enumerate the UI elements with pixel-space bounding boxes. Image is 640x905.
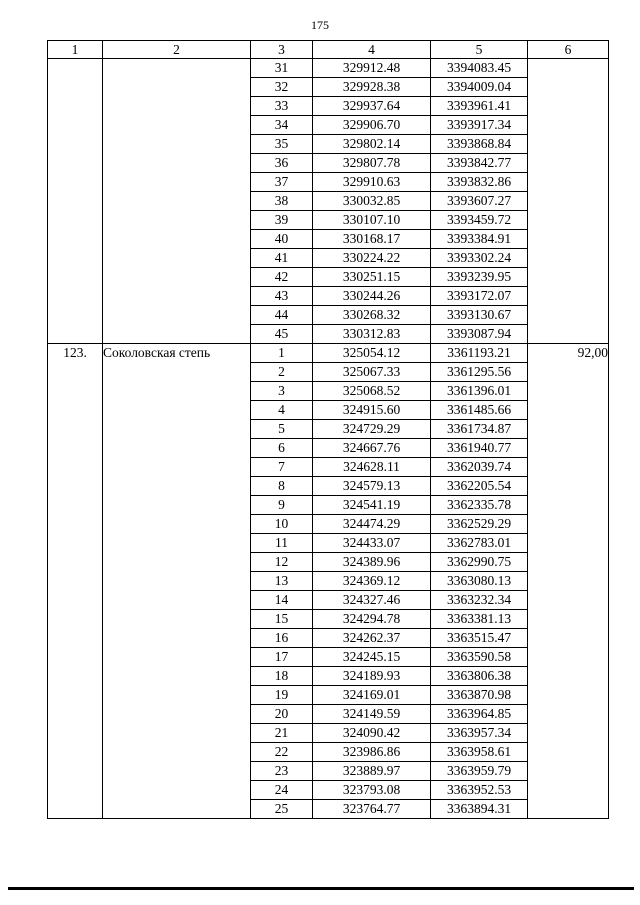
coordinate-y: 3393961.41 — [431, 97, 528, 116]
coordinate-x: 324389.96 — [313, 553, 431, 572]
point-number: 13 — [251, 572, 313, 591]
coordinate-y: 3361396.01 — [431, 382, 528, 401]
point-number: 21 — [251, 724, 313, 743]
coordinate-x: 324541.19 — [313, 496, 431, 515]
coordinate-y: 3393868.84 — [431, 135, 528, 154]
coordinate-y: 3363080.13 — [431, 572, 528, 591]
coordinate-y: 3393172.07 — [431, 287, 528, 306]
point-number: 14 — [251, 591, 313, 610]
coordinate-x: 324369.12 — [313, 572, 431, 591]
coordinate-y: 3394009.04 — [431, 78, 528, 97]
coordinate-x: 325068.52 — [313, 382, 431, 401]
coordinate-y: 3363894.31 — [431, 800, 528, 819]
coordinate-y: 3363515.47 — [431, 629, 528, 648]
point-number: 43 — [251, 287, 313, 306]
coordinate-y: 3361734.87 — [431, 420, 528, 439]
coordinate-x: 324474.29 — [313, 515, 431, 534]
point-number: 40 — [251, 230, 313, 249]
coordinate-x: 330244.26 — [313, 287, 431, 306]
coordinate-y: 3363957.34 — [431, 724, 528, 743]
coordinate-x: 324149.59 — [313, 705, 431, 724]
coordinate-x: 324327.46 — [313, 591, 431, 610]
coordinate-y: 3363959.79 — [431, 762, 528, 781]
point-number: 31 — [251, 59, 313, 78]
header-col-1: 1 — [48, 41, 103, 59]
coordinate-y: 3393384.91 — [431, 230, 528, 249]
coordinate-x: 323764.77 — [313, 800, 431, 819]
coordinate-y: 3363232.34 — [431, 591, 528, 610]
section-name: Соколовская степь — [103, 344, 251, 819]
coordinate-x: 324294.78 — [313, 610, 431, 629]
coordinate-y: 3363958.61 — [431, 743, 528, 762]
point-number: 41 — [251, 249, 313, 268]
header-col-4: 4 — [313, 41, 431, 59]
point-number: 18 — [251, 667, 313, 686]
coordinate-x: 330168.17 — [313, 230, 431, 249]
coordinate-y: 3363590.58 — [431, 648, 528, 667]
coordinate-y: 3393459.72 — [431, 211, 528, 230]
point-number: 44 — [251, 306, 313, 325]
continued-index-cell — [48, 59, 103, 344]
coordinate-y: 3363806.38 — [431, 667, 528, 686]
point-number: 9 — [251, 496, 313, 515]
coordinate-x: 325067.33 — [313, 363, 431, 382]
coordinate-y: 3393607.27 — [431, 192, 528, 211]
page-number: 175 — [311, 18, 329, 32]
coordinate-x: 329937.64 — [313, 97, 431, 116]
coordinate-y: 3362529.29 — [431, 515, 528, 534]
point-number: 12 — [251, 553, 313, 572]
coordinate-y: 3362335.78 — [431, 496, 528, 515]
point-number: 34 — [251, 116, 313, 135]
coordinate-y: 3393842.77 — [431, 154, 528, 173]
point-number: 8 — [251, 477, 313, 496]
point-number: 36 — [251, 154, 313, 173]
coordinate-x: 329906.70 — [313, 116, 431, 135]
coordinate-y: 3363870.98 — [431, 686, 528, 705]
coordinate-y: 3393130.67 — [431, 306, 528, 325]
point-number: 16 — [251, 629, 313, 648]
header-row — [48, 41, 609, 59]
coordinate-y: 3362783.01 — [431, 534, 528, 553]
point-number: 23 — [251, 762, 313, 781]
coordinate-x: 329928.38 — [313, 78, 431, 97]
coordinate-x: 330312.83 — [313, 325, 431, 344]
coordinate-y: 3361940.77 — [431, 439, 528, 458]
coordinate-y: 3393087.94 — [431, 325, 528, 344]
coordinate-x: 324262.37 — [313, 629, 431, 648]
continued-name-cell — [103, 59, 251, 344]
coordinate-x: 325054.12 — [313, 344, 431, 363]
point-number: 39 — [251, 211, 313, 230]
continued-area-cell — [528, 59, 609, 344]
point-number: 45 — [251, 325, 313, 344]
coordinate-y: 3393832.86 — [431, 173, 528, 192]
coordinate-x: 324245.15 — [313, 648, 431, 667]
point-number: 1 — [251, 344, 313, 363]
point-number: 32 — [251, 78, 313, 97]
bottom-rule — [8, 887, 634, 890]
point-number: 25 — [251, 800, 313, 819]
coordinate-x: 329910.63 — [313, 173, 431, 192]
point-number: 4 — [251, 401, 313, 420]
coordinate-y: 3394083.45 — [431, 59, 528, 78]
coordinate-y: 3362039.74 — [431, 458, 528, 477]
point-number: 15 — [251, 610, 313, 629]
coordinate-x: 324169.01 — [313, 686, 431, 705]
point-number: 3 — [251, 382, 313, 401]
point-number: 24 — [251, 781, 313, 800]
point-number: 11 — [251, 534, 313, 553]
point-number: 22 — [251, 743, 313, 762]
point-number: 20 — [251, 705, 313, 724]
coordinate-x: 324579.13 — [313, 477, 431, 496]
table-row — [48, 59, 609, 78]
coordinate-y: 3393302.24 — [431, 249, 528, 268]
coordinate-x: 329807.78 — [313, 154, 431, 173]
coordinate-y: 3363381.13 — [431, 610, 528, 629]
point-number: 37 — [251, 173, 313, 192]
coordinate-y: 3362990.75 — [431, 553, 528, 572]
point-number: 42 — [251, 268, 313, 287]
coordinate-x: 324667.76 — [313, 439, 431, 458]
coordinate-y: 3363952.53 — [431, 781, 528, 800]
coordinate-x: 330251.15 — [313, 268, 431, 287]
point-number: 7 — [251, 458, 313, 477]
point-number: 6 — [251, 439, 313, 458]
coordinate-x: 324433.07 — [313, 534, 431, 553]
coordinate-x: 329912.48 — [313, 59, 431, 78]
point-number: 10 — [251, 515, 313, 534]
point-number: 33 — [251, 97, 313, 116]
table-row — [48, 344, 609, 363]
section-index: 123. — [48, 344, 103, 819]
point-number: 38 — [251, 192, 313, 211]
point-number: 5 — [251, 420, 313, 439]
point-number: 35 — [251, 135, 313, 154]
header-col-2: 2 — [103, 41, 251, 59]
header-col-5: 5 — [431, 41, 528, 59]
header-col-3: 3 — [251, 41, 313, 59]
coordinate-y: 3361295.56 — [431, 363, 528, 382]
coordinate-x: 330107.10 — [313, 211, 431, 230]
coordinate-x: 330268.32 — [313, 306, 431, 325]
coordinate-y: 3363964.85 — [431, 705, 528, 724]
coordinate-x: 324915.60 — [313, 401, 431, 420]
coordinate-y: 3362205.54 — [431, 477, 528, 496]
coordinates-table — [47, 40, 609, 819]
point-number: 17 — [251, 648, 313, 667]
point-number: 2 — [251, 363, 313, 382]
section-area: 92,00 — [528, 344, 609, 819]
coordinate-x: 323986.86 — [313, 743, 431, 762]
coordinate-y: 3361193.21 — [431, 344, 528, 363]
coordinate-x: 324189.93 — [313, 667, 431, 686]
coordinate-x: 324090.42 — [313, 724, 431, 743]
coordinate-x: 323793.08 — [313, 781, 431, 800]
coordinate-y: 3361485.66 — [431, 401, 528, 420]
coordinate-x: 330224.22 — [313, 249, 431, 268]
coordinate-y: 3393917.34 — [431, 116, 528, 135]
coordinate-x: 324628.11 — [313, 458, 431, 477]
coordinate-x: 323889.97 — [313, 762, 431, 781]
header-col-6: 6 — [528, 41, 609, 59]
table-body — [48, 59, 609, 819]
point-number: 19 — [251, 686, 313, 705]
coordinate-x: 330032.85 — [313, 192, 431, 211]
coordinate-y: 3393239.95 — [431, 268, 528, 287]
coordinate-x: 329802.14 — [313, 135, 431, 154]
coordinate-x: 324729.29 — [313, 420, 431, 439]
